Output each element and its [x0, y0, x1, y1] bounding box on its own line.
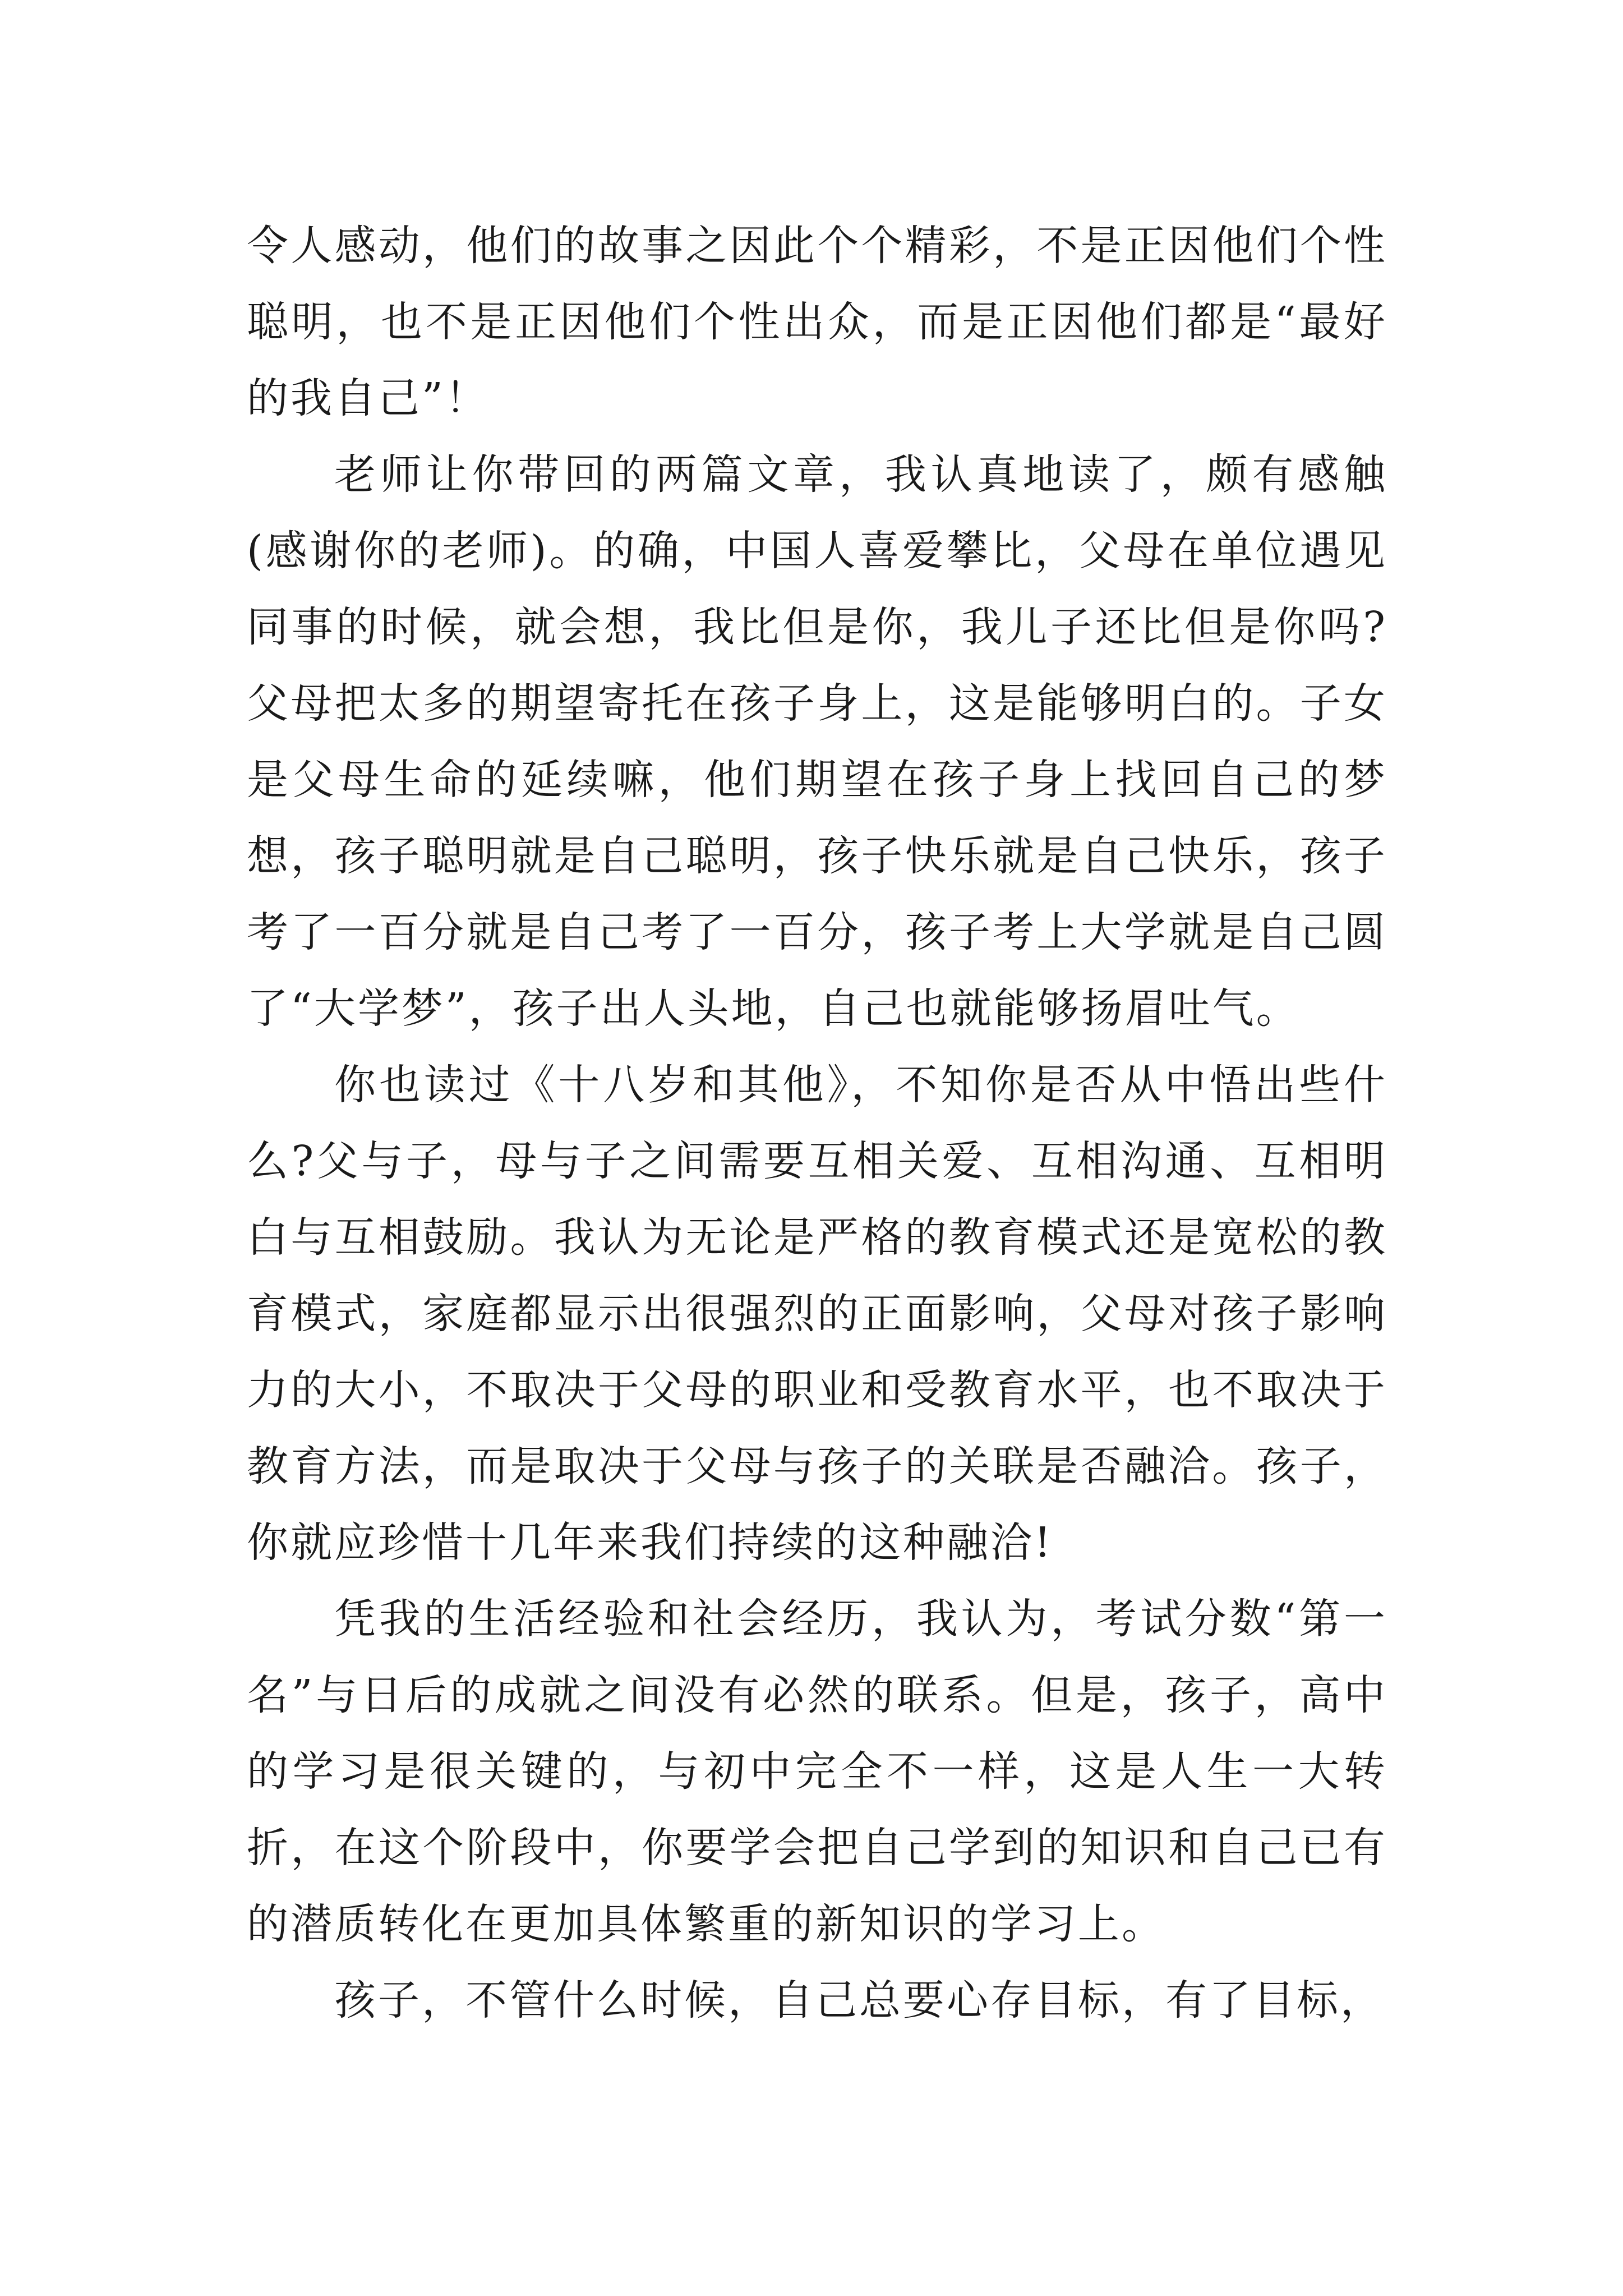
- paragraph-teacher-articles: 老师让你带回的两篇文章，我认真地读了，颇有感触(感谢你的老师)。的确，中国人喜爱攀比，父母在单位遇见同事的时候，就会想，我比但是你，我儿子还比但是你吗?父母把太多的期望寄托在孩子身上，这是能够明白的。子女是父母生命的延续嘛，他们期望在孩子身上找回自己的梦想，孩子聪明就是自己聪明，孩子快乐就是自己快乐，孩子考了一百分就是自己考了一百分，孩子考上大学就是自己圆了“大学梦”，孩子出人头地，自己也就能够扬眉吐气。: [247, 450, 1387, 1033]
- letter-body: [247, 208, 1387, 2039]
- paragraph-continuation: 令人感动，他们的故事之因此个个精彩，不是正因他们个性聪明，也不是正因他们个性出众，而是正因他们都是“最好的我自己”！: [247, 222, 1387, 422]
- paragraph-life-experience: 凭我的生活经验和社会经历，我认为，考试分数“第一名”与日后的成就之间没有必然的联系。但是，孩子，高中的学习是很关键的，与初中完全不一样，这是人生一大转折，在这个阶段中，你要学会把自己学到的知识和自己已有的潜质转化在更加具体繁重的新知识的学习上。: [247, 1595, 1387, 1948]
- paragraph-goals: 孩子，不管什么时候，自己总要心存目标，有了目标，: [334, 1976, 1384, 2024]
- paragraph-eighteen-and-other: 你也读过《十八岁和其他》，不知你是否从中悟出些什么?父与子，母与子之间需要互相关爱、互相沟通、互相明白与互相鼓励。我认为无论是严格的教育模式还是宽松的教育模式，家庭都显示出很强烈的正面影响，父母对孩子影响力的大小，不取决于父母的职业和受教育水平，也不取决于教育方法，而是取决于父母与孩子的关联是否融洽。孩子，你就应珍惜十几年来我们持续的这种融洽!: [247, 1061, 1387, 1567]
